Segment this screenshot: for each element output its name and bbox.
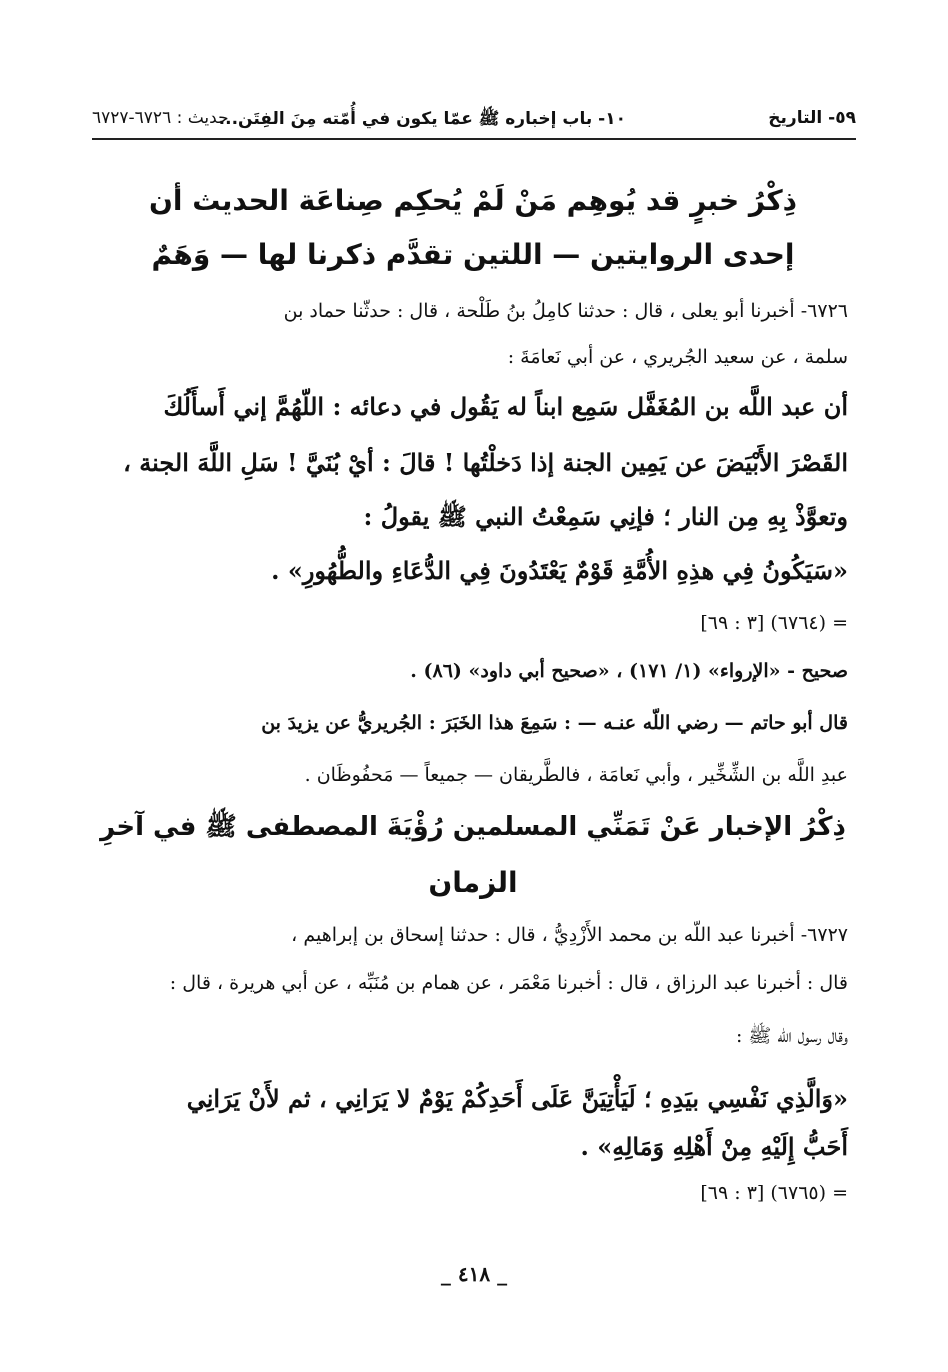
heading-2-line-2: الزمان bbox=[428, 866, 518, 899]
hadith-6727-isnad-3: وقال رسول اللّه ﷺ : bbox=[735, 1025, 848, 1047]
hadith-6727-isnad-2: قال : أخبرنا عبد الرزاق ، قال : أخبرنا مَعْمَر ، عن همام بن مُنَبِّه ، عن أبي هريرة ، قال : bbox=[169, 972, 848, 994]
hadith-6727-isnad-1: ٦٧٢٧- أخبرنا عبد اللّه بن محمد الأَزْدِيُّ ، قال : حدثنا إسحاق بن إبراهيم ، bbox=[291, 924, 848, 946]
section-title: ١٠- باب إخباره ﷺ عمّا يكون في أُمّته مِنَ الفِتَن... bbox=[218, 109, 626, 129]
hadith-6726-ref: = (٦٧٦٤) [٣ : ٦٩] bbox=[700, 612, 848, 634]
heading-2-line-1: ذِكْرُ الإخبار عَنْ تَمَنِّي المسلمين رُؤْيَةَ المصطفى ﷺ في آخرِ bbox=[100, 812, 846, 842]
hadith-6726-verdict: صحيح - «الإرواء» (١/ ١٧١) ، «صحيح أبي داود» (٨٦) . bbox=[410, 660, 848, 682]
hadith-6726-matn-4: «سَيَكُونُ فِي هذِهِ الأُمَّةِ قَوْمٌ يَعْتَدُونَ فِي الدُّعَاءِ والطُّهُورِ» . bbox=[271, 556, 848, 585]
page-number: _ ٤١٨ _ bbox=[440, 1262, 508, 1286]
hadith-6726-isnad-2: سلمة ، عن سعيد الجُريري ، عن أبي نَعامَةَ : bbox=[507, 346, 848, 368]
hadith-6727-matn-2: أَحَبُّ إِلَيْهِ مِنْ أَهْلِهِ وَمَالِهِ» . bbox=[580, 1132, 848, 1161]
heading-1-line-1: ذِكْرُ خبرٍ قد يُوهِم مَنْ لَمْ يُحكِم صِناعَة الحديث أن bbox=[149, 184, 797, 217]
hadith-6726-isnad-1: ٦٧٢٦- أخبرنا أبو يعلى ، قال : حدثنا كامِلُ بنُ طَلْحة ، قال : حدثّنا حماد بن bbox=[283, 300, 848, 322]
hadith-6727-ref: = (٦٧٦٥) [٣ : ٦٩] bbox=[700, 1182, 848, 1204]
hadith-6726-matn-3: وتعوَّذْ بِهِ مِن النار ؛ فإنِي سَمِعْتُ النبي ﷺ يقولُ : bbox=[363, 502, 848, 531]
hadith-6727-matn-1: «وَالَّذِي نَفْسِي بيَدِهِ ؛ لَيَأْتِيَنَّ عَلَى أَحَدِكُمْ يَوْمٌ لا يَرَانِي ، ثم لأَنْ يَرَانِي bbox=[186, 1084, 848, 1113]
hadith-6726-matn-1: أن عبد اللَّه بن المُغَفَّل سَمِع ابناً له يَقُول في دعائه : اللّهُمَّ إني أَسأَلُكَ bbox=[163, 392, 848, 421]
heading-1-line-2: إحدى الروايتين — اللتين تقدَّم ذكرنا لها — وَهَمٌ bbox=[151, 238, 795, 271]
abu-hatim-line-1: قال أبو حاتم — رضي اللّه عنـه — : سَمِعَ هذا الخَبَرَ : الجُريريُّ عن يزيدَ بن bbox=[261, 712, 848, 734]
chapter-title: ٥٩- التاريخ bbox=[768, 108, 856, 128]
hadith-range: حديث : ٦٧٢٦-٦٧٢٧ bbox=[92, 108, 229, 128]
abu-hatim-line-2: عبدِ اللَّه بن الشِّخِّير ، وأبي نَعامَة ، فالطَّريقان — جميعاً — مَحفُوظَان . bbox=[304, 764, 848, 786]
hadith-6726-matn-2: القَصْرَ الأَبْيَضَ عن يَمِين الجنة إذا دَخلْتُها ! قالَ : أيْ بُنَيَّ ! سَلِ اللَّهَ الجنة ، bbox=[123, 448, 848, 477]
running-header bbox=[92, 104, 856, 140]
